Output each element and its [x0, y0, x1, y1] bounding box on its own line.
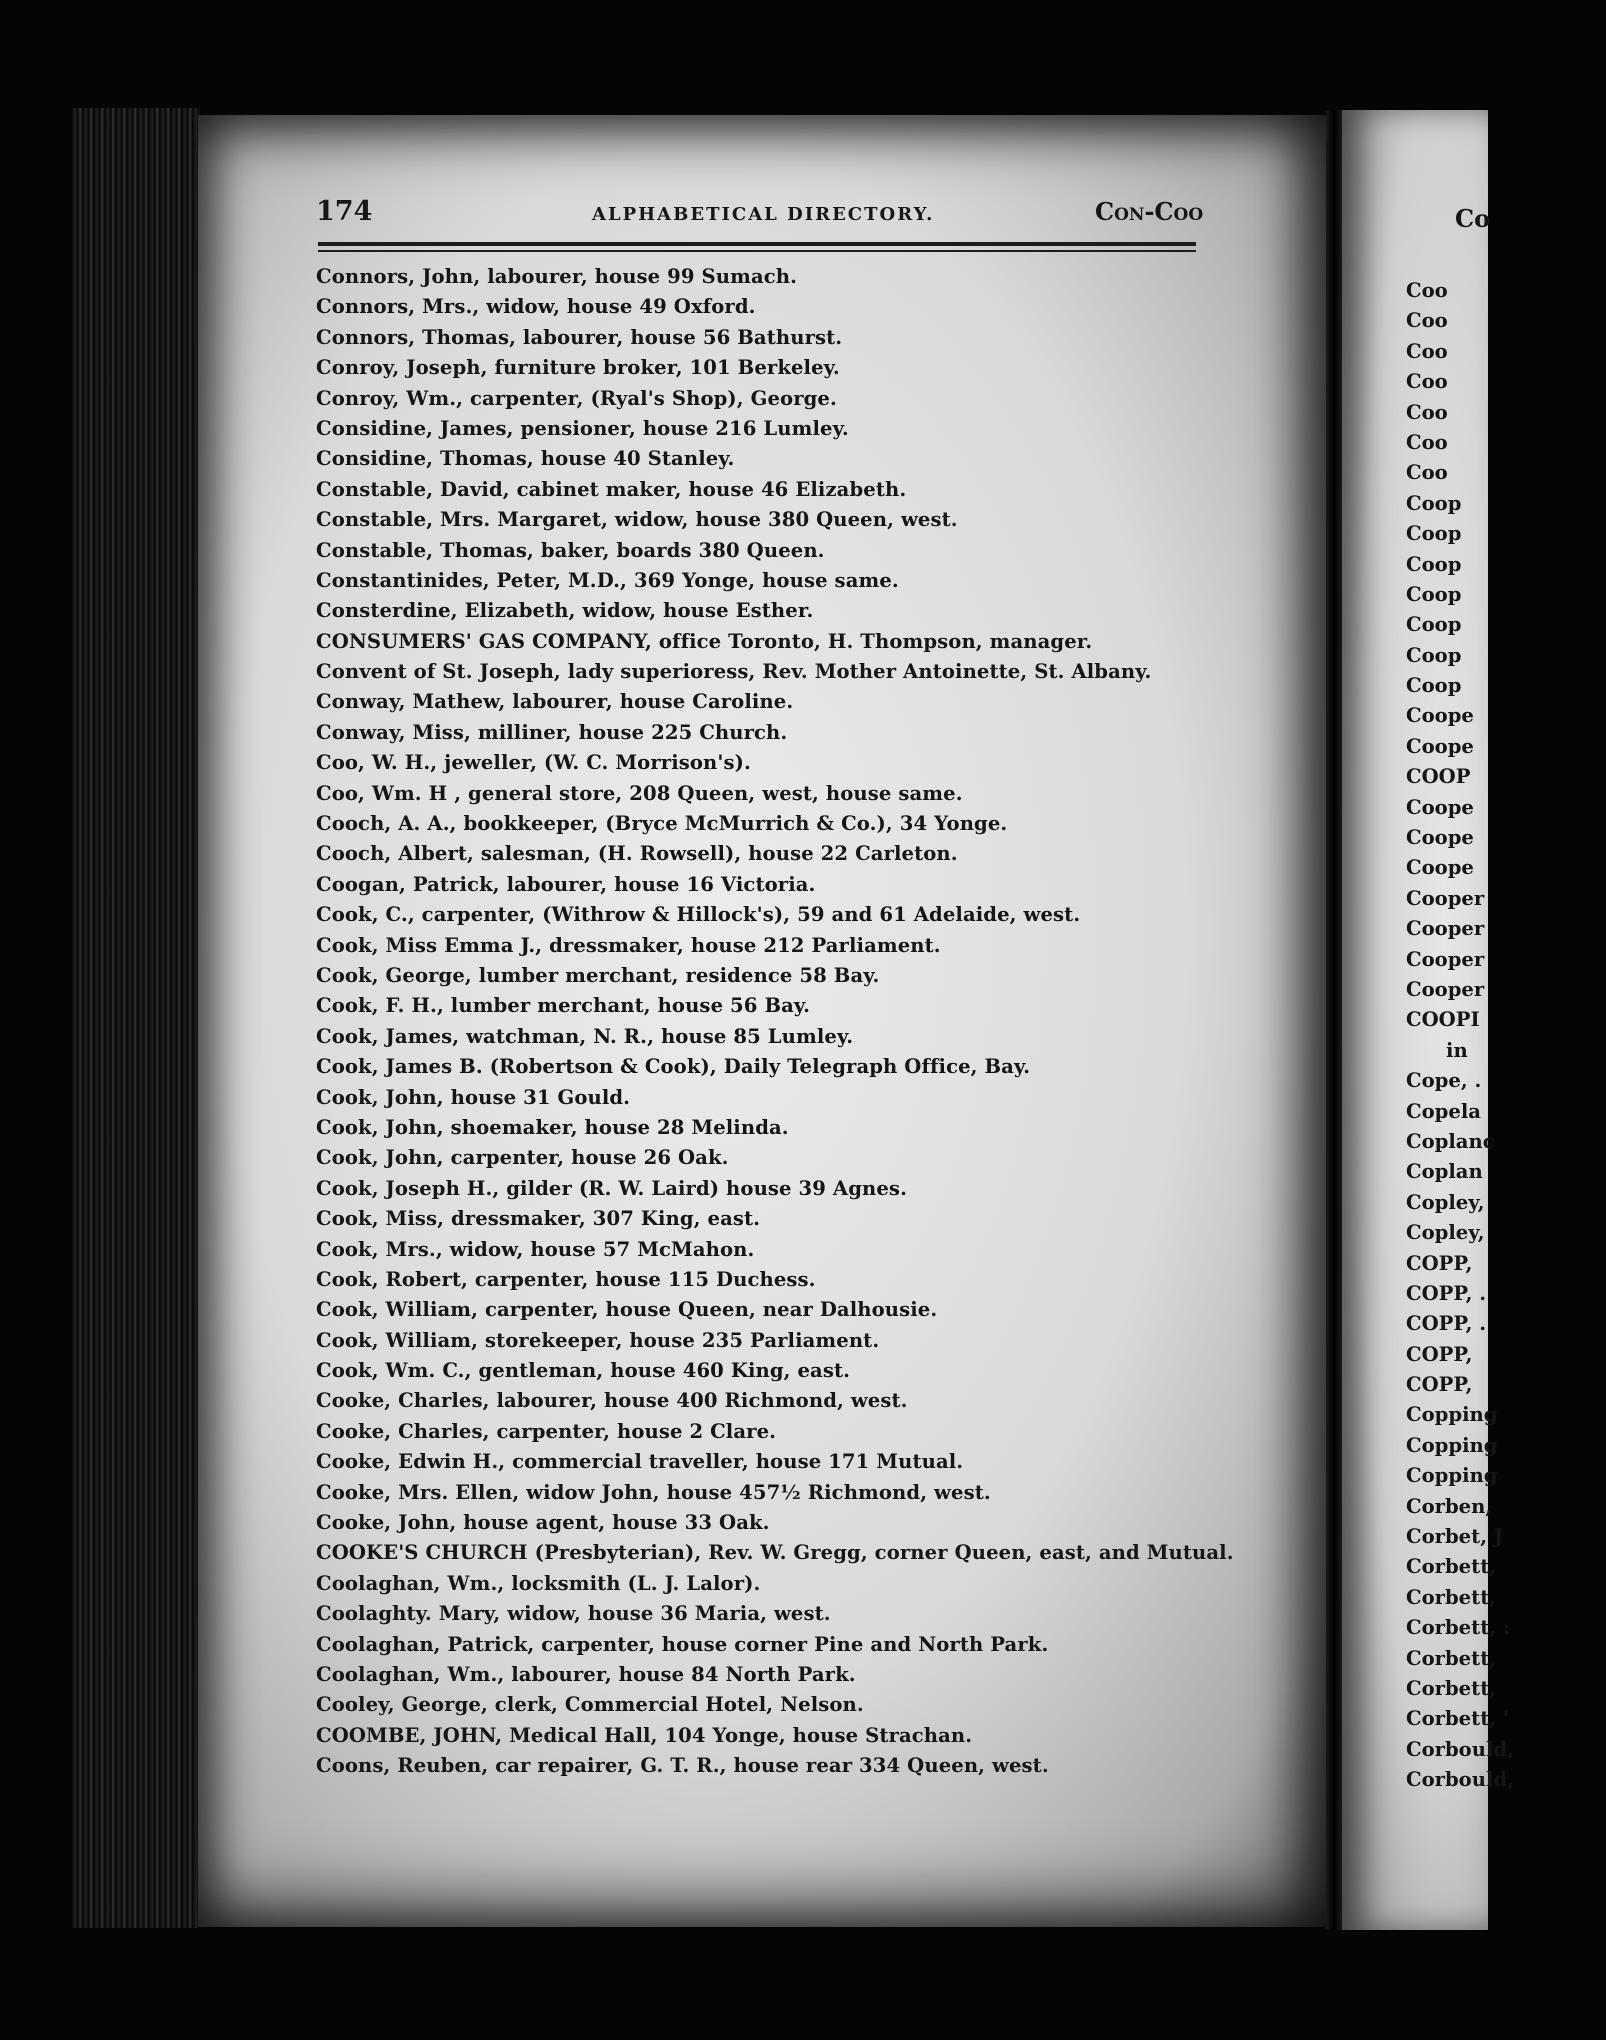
directory-entry: Cooke, Charles, carpenter, house 2 Clare. [316, 1419, 777, 1443]
facing-entry: COOPI [1406, 1008, 1480, 1032]
directory-entry: Cook, C., carpenter, (Withrow & Hillock's), 59 and 61 Adelaide, west. [316, 903, 1081, 927]
book-page-edges [72, 108, 200, 1928]
book-gutter [1326, 110, 1342, 1930]
facing-entry: Coope [1406, 856, 1474, 880]
directory-entry: Considine, James, pensioner, house 216 Lumley. [316, 416, 849, 440]
directory-entry: Coolaghan, Wm., labourer, house 84 North Park. [316, 1662, 856, 1686]
facing-entry: Copping [1406, 1464, 1498, 1488]
directory-entry: Coo, Wm. H , general store, 208 Queen, west, house same. [316, 781, 963, 805]
facing-entry: Corbould, [1406, 1737, 1514, 1761]
facing-entry: Copley, [1406, 1221, 1485, 1245]
facing-page-head: Co [1455, 204, 1491, 233]
directory-entry: Cook, Mrs., widow, house 57 McMahon. [316, 1237, 755, 1261]
directory-entry: Coolaghan, Patrick, carpenter, house corner Pine and North Park. [316, 1632, 1049, 1656]
facing-entry: COPP, [1406, 1342, 1473, 1366]
directory-entry: Cook, George, lumber merchant, residence 58 Bay. [316, 963, 880, 987]
directory-entry: Cooch, Albert, salesman, (H. Rowsell), house 22 Carleton. [316, 842, 958, 866]
facing-entry: Corbett, [1406, 1585, 1497, 1609]
facing-entry: Cooper [1406, 917, 1485, 941]
page-range: Con-Coo [1095, 197, 1204, 226]
directory-entry: Convent of St. Joseph, lady superioress, Rev. Mother Antoinette, St. Albany. [316, 660, 1152, 684]
directory-entry: Cooke, Edwin H., commercial traveller, house 171 Mutual. [316, 1450, 964, 1474]
facing-entry: Coo [1406, 400, 1448, 424]
directory-entry: Conroy, Joseph, furniture broker, 101 Berkeley. [316, 356, 840, 380]
directory-entry: Cook, John, house 31 Gould. [316, 1085, 631, 1109]
header-rule [318, 242, 1196, 246]
facing-entry: Cope, . [1406, 1069, 1482, 1093]
facing-entry: Coope [1406, 826, 1474, 850]
directory-entry: Cook, John, shoemaker, house 28 Melinda. [316, 1115, 789, 1139]
directory-entry: Cook, William, storekeeper, house 235 Parliament. [316, 1328, 880, 1352]
directory-entry: Coolaghty. Mary, widow, house 36 Maria, west. [316, 1602, 831, 1626]
facing-entry: Coo [1406, 339, 1448, 363]
facing-entry: COOP [1406, 765, 1471, 789]
facing-entry: Coop [1406, 491, 1462, 515]
directory-entry: Coons, Reuben, car repairer, G. T. R., house rear 334 Queen, west. [316, 1754, 1049, 1778]
running-head: ALPHABETICAL DIRECTORY. [592, 204, 935, 225]
directory-entry: Cooke, Charles, labourer, house 400 Richmond, west. [316, 1389, 908, 1413]
facing-entry: in [1446, 1038, 1468, 1062]
facing-entry: Coo [1406, 309, 1448, 333]
facing-entry: Coop [1406, 674, 1462, 698]
page-number: 174 [316, 196, 373, 227]
directory-entry: COOKE'S CHURCH (Presbyterian), Rev. W. Gregg, corner Queen, east, and Mutual. [316, 1541, 1234, 1565]
directory-entry: Cooke, Mrs. Ellen, widow John, house 457½ Richmond, west. [316, 1480, 991, 1504]
facing-entry: Coo [1406, 370, 1448, 394]
directory-entry: Cook, William, carpenter, house Queen, near Dalhousie. [316, 1298, 938, 1322]
facing-entry: Copping [1406, 1433, 1498, 1457]
directory-entry: Cook, Wm. C., gentleman, house 460 King, east. [316, 1359, 851, 1383]
facing-entry: COPP, . [1406, 1312, 1487, 1336]
directory-entry: Consterdine, Elizabeth, widow, house Esther. [316, 599, 814, 623]
directory-entry: CONSUMERS' GAS COMPANY, office Toronto, H. Thompson, manager. [316, 629, 1093, 653]
facing-page-entries [1406, 208, 1606, 1796]
directory-entry: Coo, W. H., jeweller, (W. C. Morrison's). [316, 751, 751, 775]
directory-entry: Conroy, Wm., carpenter, (Ryal's Shop), George. [316, 386, 837, 410]
facing-entry: Coplanc [1406, 1129, 1495, 1153]
facing-entry: Coop [1406, 613, 1462, 637]
facing-entry: Copley, [1406, 1190, 1485, 1214]
facing-entry: Corbett, [1406, 1646, 1497, 1670]
facing-entry: Cooper [1406, 886, 1485, 910]
facing-entry: Cooper [1406, 947, 1485, 971]
facing-entry: Corbould, [1406, 1768, 1514, 1792]
directory-entry: Constantinides, Peter, M.D., 369 Yonge, house same. [316, 568, 899, 592]
facing-entry: Corben, [1406, 1494, 1493, 1518]
facing-entry: Corbett, [1406, 1555, 1497, 1579]
facing-entry: Coplan [1406, 1160, 1483, 1184]
facing-entry: Copping [1406, 1403, 1498, 1427]
directory-entry: Cook, Miss, dressmaker, 307 King, east. [316, 1207, 761, 1231]
directory-entry: Cook, James B. (Robertson & Cook), Daily Telegraph Office, Bay. [316, 1055, 1031, 1079]
facing-entry: Cooper [1406, 977, 1485, 1001]
facing-entry: COPP, [1406, 1373, 1473, 1397]
facing-entry: Coop [1406, 552, 1462, 576]
directory-entries [316, 262, 1256, 1782]
facing-entry: Corbett, : [1406, 1616, 1511, 1640]
facing-entry: Copela [1406, 1099, 1481, 1123]
facing-entry: Coop [1406, 643, 1462, 667]
directory-entry: Cook, Miss Emma J., dressmaker, house 212 Parliament. [316, 933, 941, 957]
facing-entry: COPP, [1406, 1251, 1473, 1275]
directory-entry: Conway, Miss, milliner, house 225 Church. [316, 720, 788, 744]
directory-entry: Cooke, John, house agent, house 33 Oak. [316, 1511, 770, 1535]
directory-entry: Conway, Mathew, labourer, house Caroline. [316, 690, 794, 714]
directory-entry: Connors, Thomas, labourer, house 56 Bathurst. [316, 325, 843, 349]
header-rule-thin [318, 250, 1196, 252]
directory-entry: Coogan, Patrick, labourer, house 16 Victoria. [316, 872, 816, 896]
directory-entry: Connors, Mrs., widow, house 49 Oxford. [316, 295, 756, 319]
facing-entry: Coo [1406, 279, 1448, 302]
facing-entry: Corbet, J [1406, 1525, 1504, 1549]
directory-entry: Coolaghan, Wm., locksmith (L. J. Lalor). [316, 1571, 761, 1595]
directory-entry: Cooch, A. A., bookkeeper, (Bryce McMurrich & Co.), 34 Yonge. [316, 812, 1008, 836]
directory-entry: Cook, James, watchman, N. R., house 85 Lumley. [316, 1024, 854, 1048]
directory-entry: Constable, Mrs. Margaret, widow, house 380 Queen, west. [316, 508, 958, 532]
directory-entry: Cook, F. H., lumber merchant, house 56 Bay. [316, 994, 811, 1018]
directory-entry: Cook, Joseph H., gilder (R. W. Laird) house 39 Agnes. [316, 1176, 907, 1200]
facing-entry: Coo [1406, 430, 1448, 454]
facing-entry: Coop [1406, 582, 1462, 606]
directory-entry: Considine, Thomas, house 40 Stanley. [316, 447, 735, 471]
directory-entry: Constable, Thomas, baker, boards 380 Queen. [316, 538, 825, 562]
facing-entry: Corbett, ' [1406, 1707, 1509, 1731]
directory-entry: Cook, John, carpenter, house 26 Oak. [316, 1146, 729, 1170]
facing-entry: Coo [1406, 461, 1448, 485]
directory-entry: Cooley, George, clerk, Commercial Hotel, Nelson. [316, 1693, 864, 1717]
directory-entry: COOMBE, JOHN, Medical Hall, 104 Yonge, house Strachan. [316, 1723, 973, 1747]
facing-entry: COPP, . [1406, 1281, 1487, 1305]
directory-entry: Cook, Robert, carpenter, house 115 Duchess. [316, 1267, 816, 1291]
facing-entry: Coope [1406, 704, 1474, 728]
facing-entry: Corbett, [1406, 1676, 1497, 1700]
facing-entry: Coope [1406, 795, 1474, 819]
directory-entry: Connors, John, labourer, house 99 Sumach. [316, 265, 798, 288]
facing-entry: Coope [1406, 734, 1474, 758]
directory-entry: Constable, David, cabinet maker, house 46 Elizabeth. [316, 477, 907, 501]
facing-entry: Coop [1406, 522, 1462, 546]
